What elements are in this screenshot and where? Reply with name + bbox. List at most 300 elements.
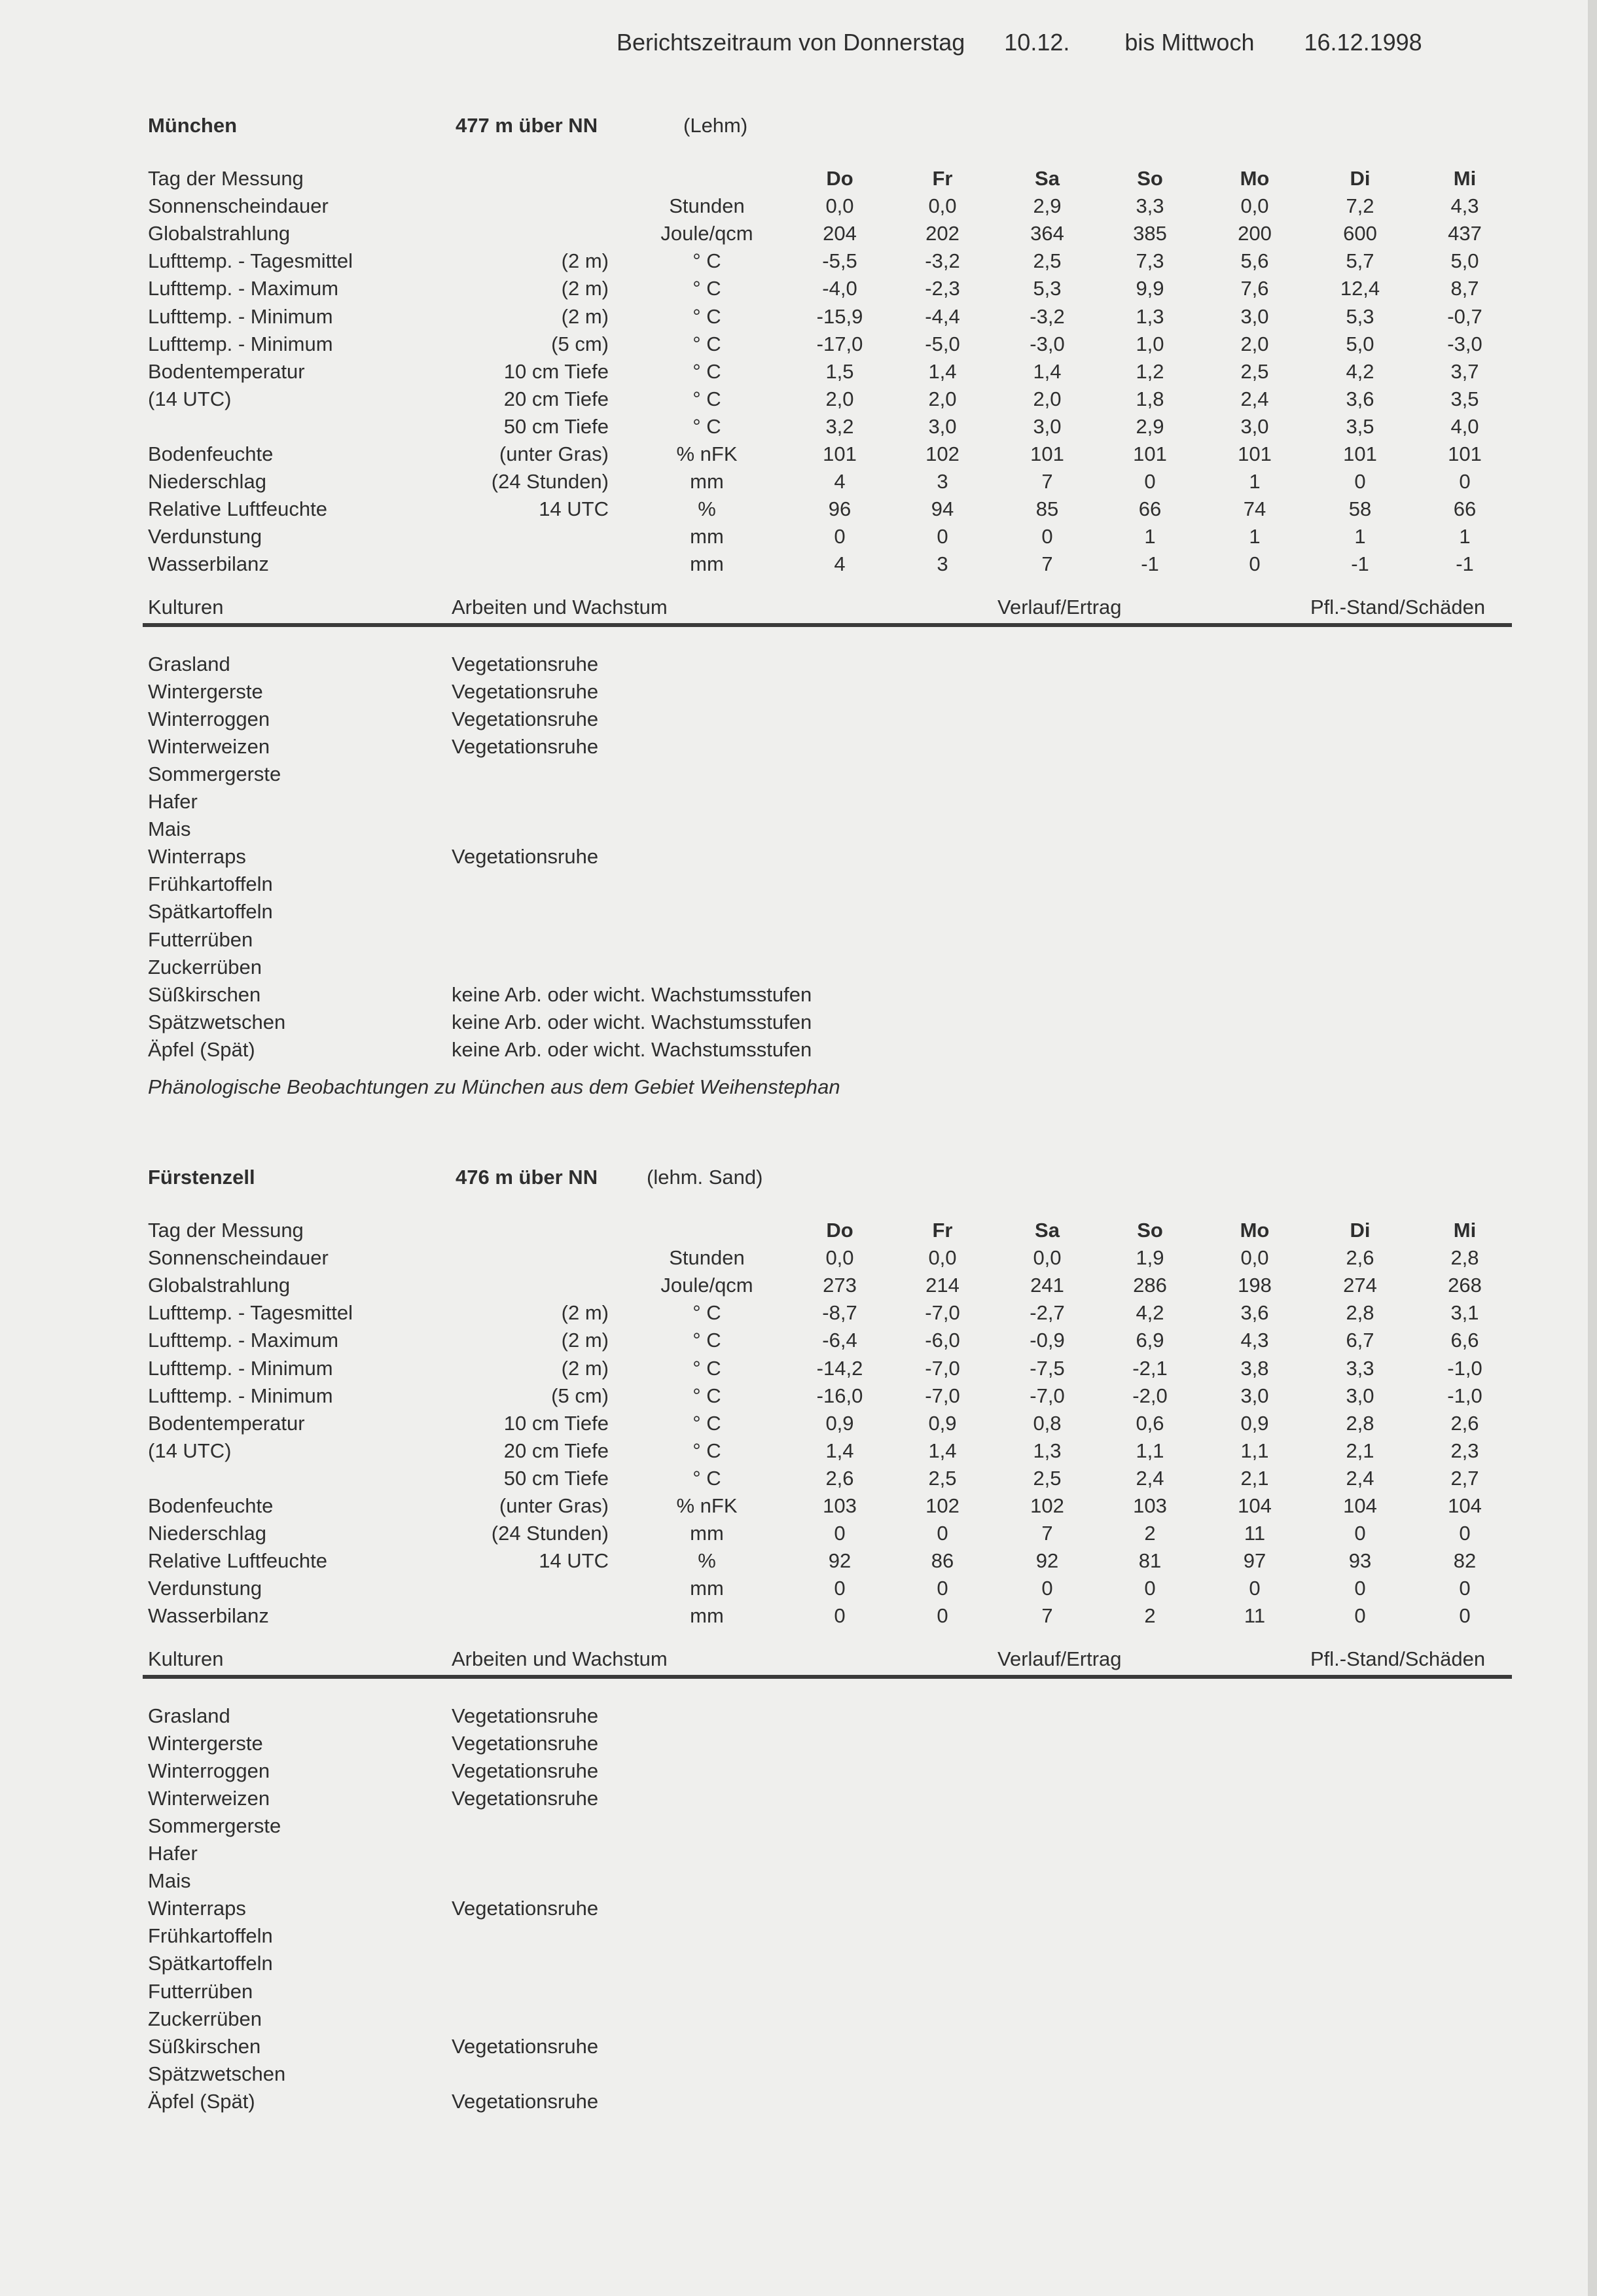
crop-work: keine Arb. oder wicht. Wachstumsstufen <box>452 1037 812 1061</box>
table-row <box>0 495 1597 523</box>
row-value: 2 <box>1144 1522 1156 1545</box>
row-unit: ° C <box>692 332 721 355</box>
crop-name: Äpfel (Spät) <box>148 1037 255 1061</box>
day-header-do: Do <box>826 167 853 190</box>
row-value: 2,5 <box>1033 249 1062 273</box>
row-value: 66 <box>1453 497 1477 521</box>
row-value: 2,8 <box>1346 1411 1374 1435</box>
row-value: 1,8 <box>1136 387 1164 410</box>
row-value: -1,0 <box>1447 1356 1482 1380</box>
crops-header-kulturen: Kulturen <box>148 595 224 619</box>
crops-header-arbeiten: Arbeiten und Wachstum <box>452 595 668 619</box>
row-value: 102 <box>925 1494 960 1517</box>
row-unit: ° C <box>692 1301 721 1325</box>
row-value: -5,5 <box>822 249 857 273</box>
table-row <box>0 1520 1597 1547</box>
row-value: 4,3 <box>1240 1329 1269 1352</box>
crop-name: Futterrüben <box>148 927 253 951</box>
crop-name: Winterroggen <box>148 1759 270 1782</box>
row-value: 2,1 <box>1346 1439 1374 1462</box>
station-section <box>0 110 1597 1131</box>
crop-name: Grasland <box>148 652 230 675</box>
crop-row <box>0 2033 1597 2060</box>
table-row <box>0 358 1597 386</box>
phenology-footnote: Phänologische Beobachtungen zu München aus dem Gebiet Weihenstephan <box>148 1075 840 1098</box>
row-label: (14 UTC) <box>148 387 232 410</box>
row-value: 0,8 <box>1033 1411 1062 1435</box>
row-value: 385 <box>1133 222 1167 245</box>
row-note: (2 m) <box>561 1301 609 1325</box>
row-value: 1,4 <box>928 359 957 383</box>
station-soil: (Lehm) <box>683 114 748 137</box>
row-value: -3,0 <box>1030 332 1065 355</box>
crop-name: Spätkartoffeln <box>148 1952 273 1975</box>
row-value: -2,0 <box>1132 1384 1168 1407</box>
row-unit: Stunden <box>669 194 745 218</box>
row-value: 0 <box>937 1577 948 1600</box>
row-value: 101 <box>1238 442 1272 465</box>
row-unit: Joule/qcm <box>660 222 753 245</box>
table-row <box>0 386 1597 413</box>
row-unit: ° C <box>692 1329 721 1352</box>
crop-name: Wintergerste <box>148 679 263 703</box>
table-row <box>0 1492 1597 1520</box>
row-value: 5,7 <box>1346 249 1374 273</box>
row-value: 5,3 <box>1346 304 1374 328</box>
row-unit: % <box>698 497 716 521</box>
row-value: 3,7 <box>1450 359 1479 383</box>
row-value: -17,0 <box>816 332 863 355</box>
crops-header-verlauf: Verlauf/Ertrag <box>997 1647 1122 1670</box>
day-header-row <box>0 165 1597 192</box>
row-value: 74 <box>1243 497 1266 521</box>
crop-name: Hafer <box>148 1842 198 1865</box>
crop-name: Süßkirschen <box>148 982 261 1006</box>
row-value: 1,5 <box>825 359 854 383</box>
row-value: 202 <box>925 222 960 245</box>
row-value: -7,5 <box>1030 1356 1065 1380</box>
crop-name: Winterraps <box>148 1897 246 1920</box>
row-value: -7,0 <box>1030 1384 1065 1407</box>
table-row <box>0 1547 1597 1575</box>
row-value: 0 <box>834 525 846 548</box>
row-value: 3,6 <box>1240 1301 1269 1325</box>
row-value: 1 <box>1249 470 1261 493</box>
row-value: 5,0 <box>1346 332 1374 355</box>
row-value: 0 <box>1459 1522 1471 1545</box>
table-row <box>0 1382 1597 1410</box>
row-value: 3,1 <box>1450 1301 1479 1325</box>
row-note: (5 cm) <box>551 1384 609 1407</box>
crop-name: Winterraps <box>148 845 246 869</box>
crop-work: Vegetationsruhe <box>452 845 599 869</box>
row-value: 1 <box>1249 525 1261 548</box>
row-value: 1,4 <box>825 1439 854 1462</box>
row-value: 437 <box>1448 222 1482 245</box>
row-label: Lufttemp. - Tagesmittel <box>148 249 353 273</box>
crop-row <box>0 733 1597 761</box>
row-value: 0 <box>1041 1577 1053 1600</box>
table-row <box>0 1299 1597 1327</box>
row-value: 2,1 <box>1240 1466 1269 1490</box>
row-value: 7 <box>1041 470 1053 493</box>
day-header-mo: Mo <box>1240 167 1270 190</box>
row-label: Wasserbilanz <box>148 552 269 576</box>
day-header-fr: Fr <box>932 1219 953 1242</box>
crop-row <box>0 1757 1597 1785</box>
row-value: 5,6 <box>1240 249 1269 273</box>
crop-work: Vegetationsruhe <box>452 1731 599 1755</box>
table-row <box>0 1602 1597 1630</box>
crop-row <box>0 2088 1597 2115</box>
day-header-fr: Fr <box>932 167 953 190</box>
row-value: 7,2 <box>1346 194 1374 218</box>
row-value: -15,9 <box>816 304 863 328</box>
row-value: 3,3 <box>1346 1356 1374 1380</box>
row-value: 600 <box>1343 222 1377 245</box>
row-value: 0 <box>1459 1577 1471 1600</box>
row-value: 1,2 <box>1136 359 1164 383</box>
row-label: Lufttemp. - Maximum <box>148 277 339 300</box>
row-label: Lufttemp. - Minimum <box>148 1384 333 1407</box>
row-value: 5,0 <box>1450 249 1479 273</box>
crop-name: Zuckerrüben <box>148 955 262 978</box>
row-value: -16,0 <box>816 1384 863 1407</box>
row-value: -1 <box>1456 552 1474 576</box>
crop-name: Zuckerrüben <box>148 2007 262 2030</box>
row-unit: ° C <box>692 1384 721 1407</box>
row-value: -4,0 <box>822 277 857 300</box>
row-value: 7 <box>1041 1604 1053 1628</box>
crop-name: Äpfel (Spät) <box>148 2089 255 2113</box>
crop-name: Hafer <box>148 790 198 813</box>
row-value: -7,0 <box>925 1384 960 1407</box>
row-value: 1,3 <box>1033 1439 1062 1462</box>
row-value: 3,2 <box>825 414 854 438</box>
crop-row <box>0 1702 1597 1730</box>
crop-name: Spätzwetschen <box>148 1010 286 1033</box>
crop-row <box>0 1978 1597 2005</box>
row-value: 11 <box>1244 1604 1266 1628</box>
row-note: (24 Stunden) <box>491 1522 609 1545</box>
crop-work: Vegetationsruhe <box>452 2089 599 2113</box>
row-value: -3,0 <box>1447 332 1482 355</box>
row-label: Bodenfeuchte <box>148 1494 274 1517</box>
crop-name: Futterrüben <box>148 1979 253 2003</box>
row-value: 2,8 <box>1450 1246 1479 1270</box>
row-value: 3,8 <box>1240 1356 1269 1380</box>
crop-row <box>0 870 1597 898</box>
measurement-day-label: Tag der Messung <box>148 167 304 190</box>
row-value: 0,0 <box>928 1246 957 1270</box>
row-note: (unter Gras) <box>499 1494 609 1517</box>
day-header-do: Do <box>826 1219 853 1242</box>
row-value: 2,5 <box>1033 1466 1062 1490</box>
crop-work: Vegetationsruhe <box>452 1759 599 1782</box>
row-value: 1,3 <box>1136 304 1164 328</box>
row-value: 1 <box>1144 525 1156 548</box>
row-unit: % nFK <box>676 442 738 465</box>
row-value: 93 <box>1348 1549 1372 1573</box>
table-row <box>0 550 1597 578</box>
row-value: 0,9 <box>825 1411 854 1435</box>
crop-work: Vegetationsruhe <box>452 1786 599 1810</box>
row-value: 58 <box>1348 497 1372 521</box>
row-value: -14,2 <box>816 1356 863 1380</box>
table-row <box>0 331 1597 358</box>
crop-name: Mais <box>148 817 191 841</box>
crop-row <box>0 981 1597 1009</box>
row-value: 3 <box>937 552 948 576</box>
row-value: 0 <box>1041 525 1053 548</box>
row-value: 0 <box>834 1522 846 1545</box>
crops-header <box>0 1645 1597 1674</box>
row-value: 0 <box>1249 1577 1261 1600</box>
row-value: 96 <box>828 497 852 521</box>
row-value: -2,3 <box>925 277 960 300</box>
crop-row <box>0 954 1597 981</box>
row-value: -5,0 <box>925 332 960 355</box>
row-unit: ° C <box>692 359 721 383</box>
row-label: Bodentemperatur <box>148 359 305 383</box>
row-label: Lufttemp. - Minimum <box>148 332 333 355</box>
row-value: 214 <box>925 1274 960 1297</box>
day-header-mi: Mi <box>1453 167 1477 190</box>
row-value: 2,6 <box>1346 1246 1374 1270</box>
row-value: 2,8 <box>1346 1301 1374 1325</box>
row-value: 11 <box>1244 1522 1266 1545</box>
row-value: 2,5 <box>928 1466 957 1490</box>
row-label: Sonnenscheindauer <box>148 1246 329 1270</box>
row-value: 104 <box>1448 1494 1482 1517</box>
row-note: (2 m) <box>561 304 609 328</box>
day-header-sa: Sa <box>1035 167 1060 190</box>
table-row <box>0 440 1597 468</box>
crops-header <box>0 593 1597 622</box>
row-label: Verdunstung <box>148 1577 262 1600</box>
crop-name: Spätzwetschen <box>148 2062 286 2085</box>
crops-header-stand: Pfl.-Stand/Schäden <box>1310 595 1486 619</box>
row-value: 0 <box>1459 470 1471 493</box>
report-period-header <box>617 29 1422 56</box>
crop-work: Vegetationsruhe <box>452 2034 599 2058</box>
crop-row <box>0 1840 1597 1867</box>
row-value: 0 <box>937 1522 948 1545</box>
row-value: -1 <box>1351 552 1369 576</box>
row-value: 81 <box>1138 1549 1162 1573</box>
crop-name: Wintergerste <box>148 1731 263 1755</box>
row-unit: % nFK <box>676 1494 738 1517</box>
row-value: 3,3 <box>1136 194 1164 218</box>
crop-work: Vegetationsruhe <box>452 1897 599 1920</box>
row-value: 1,1 <box>1136 1439 1164 1462</box>
row-unit: mm <box>690 552 724 576</box>
row-value: 1,4 <box>1033 359 1062 383</box>
row-value: 1,4 <box>928 1439 957 1462</box>
row-label: Globalstrahlung <box>148 222 291 245</box>
row-value: 0,0 <box>1240 194 1269 218</box>
crop-name: Winterroggen <box>148 707 270 730</box>
row-value: 0 <box>1354 1522 1366 1545</box>
row-value: 0 <box>1354 1577 1366 1600</box>
row-note: (unter Gras) <box>499 442 609 465</box>
table-row <box>0 247 1597 275</box>
row-unit: % <box>698 1549 716 1573</box>
table-row <box>0 220 1597 247</box>
crop-row <box>0 1009 1597 1036</box>
measurement-day-label: Tag der Messung <box>148 1219 304 1242</box>
crop-name: Frühkartoffeln <box>148 872 273 896</box>
crops-header-arbeiten: Arbeiten und Wachstum <box>452 1647 668 1670</box>
row-label: Bodenfeuchte <box>148 442 274 465</box>
crop-row <box>0 1785 1597 1812</box>
row-note: (2 m) <box>561 249 609 273</box>
row-value: -1 <box>1141 552 1159 576</box>
row-unit: ° C <box>692 1466 721 1490</box>
row-value: 3,0 <box>1346 1384 1374 1407</box>
row-value: 0,9 <box>1240 1411 1269 1435</box>
row-note: (24 Stunden) <box>491 470 609 493</box>
row-value: 0 <box>1249 552 1261 576</box>
row-value: 7,6 <box>1240 277 1269 300</box>
table-row <box>0 1272 1597 1299</box>
row-value: 101 <box>1030 442 1064 465</box>
row-note: (2 m) <box>561 277 609 300</box>
row-value: 0,0 <box>1240 1246 1269 1270</box>
row-value: 1,1 <box>1240 1439 1269 1462</box>
row-label: Globalstrahlung <box>148 1274 291 1297</box>
crop-work: Vegetationsruhe <box>452 734 599 758</box>
row-note: (2 m) <box>561 1329 609 1352</box>
station-soil: (lehm. Sand) <box>647 1166 763 1189</box>
row-value: 273 <box>823 1274 857 1297</box>
row-value: 3,0 <box>1240 414 1269 438</box>
crop-row <box>0 1895 1597 1922</box>
row-value: -3,2 <box>1030 304 1065 328</box>
row-note: 50 cm Tiefe <box>503 1466 609 1490</box>
crop-row <box>0 1950 1597 1977</box>
row-value: 2,3 <box>1450 1439 1479 1462</box>
crop-name: Sommergerste <box>148 762 281 785</box>
station-altitude: 477 m über NN <box>456 114 598 137</box>
crop-work: keine Arb. oder wicht. Wachstumsstufen <box>452 1010 812 1033</box>
row-note: (2 m) <box>561 1356 609 1380</box>
crops-header-kulturen: Kulturen <box>148 1647 224 1670</box>
crop-row <box>0 761 1597 788</box>
row-value: -1,0 <box>1447 1384 1482 1407</box>
row-label: Wasserbilanz <box>148 1604 269 1628</box>
row-value: 3,5 <box>1450 387 1479 410</box>
row-label: Relative Luftfeuchte <box>148 1549 328 1573</box>
row-value: -4,4 <box>925 304 960 328</box>
row-value: 104 <box>1343 1494 1377 1517</box>
row-value: 8,7 <box>1450 277 1479 300</box>
row-value: 97 <box>1243 1549 1266 1573</box>
row-value: 274 <box>1343 1274 1377 1297</box>
row-value: 1 <box>1459 525 1471 548</box>
row-value: 3,5 <box>1346 414 1374 438</box>
row-value: 6,9 <box>1136 1329 1164 1352</box>
row-value: 7,3 <box>1136 249 1164 273</box>
table-row <box>0 192 1597 220</box>
crop-row <box>0 706 1597 733</box>
crop-row <box>0 1730 1597 1757</box>
row-unit: Joule/qcm <box>660 1274 753 1297</box>
row-label: Bodentemperatur <box>148 1411 305 1435</box>
crop-name: Grasland <box>148 1704 230 1727</box>
crop-name: Spätkartoffeln <box>148 900 273 924</box>
row-unit: ° C <box>692 1411 721 1435</box>
row-value: 2,4 <box>1240 387 1269 410</box>
day-header-mi: Mi <box>1453 1219 1477 1242</box>
crop-row <box>0 926 1597 954</box>
row-unit: ° C <box>692 387 721 410</box>
row-value: 1,9 <box>1136 1246 1164 1270</box>
station-header <box>148 1162 1064 1193</box>
crop-row <box>0 1922 1597 1950</box>
row-value: 86 <box>931 1549 954 1573</box>
row-value: 0,6 <box>1136 1411 1164 1435</box>
row-unit: ° C <box>692 249 721 273</box>
crop-work: Vegetationsruhe <box>452 679 599 703</box>
row-value: 103 <box>823 1494 857 1517</box>
row-value: 3,0 <box>1033 414 1062 438</box>
row-value: 101 <box>1448 442 1482 465</box>
row-value: 204 <box>823 222 857 245</box>
row-note: 14 UTC <box>539 497 609 521</box>
table-row <box>0 303 1597 331</box>
crop-row <box>0 898 1597 925</box>
crops-header-stand: Pfl.-Stand/Schäden <box>1310 1647 1486 1670</box>
row-value: 0,0 <box>928 194 957 218</box>
row-value: 200 <box>1238 222 1272 245</box>
row-value: 1,0 <box>1136 332 1164 355</box>
day-header-so: So <box>1137 1219 1163 1242</box>
crop-row <box>0 651 1597 678</box>
row-note: 20 cm Tiefe <box>503 387 609 410</box>
row-value: 6,6 <box>1450 1329 1479 1352</box>
row-label: Lufttemp. - Maximum <box>148 1329 339 1352</box>
row-value: 2,9 <box>1033 194 1062 218</box>
row-value: 7 <box>1041 1522 1053 1545</box>
row-value: 4 <box>834 470 846 493</box>
row-value: 101 <box>1133 442 1167 465</box>
day-header-row <box>0 1217 1597 1244</box>
crop-name: Süßkirschen <box>148 2034 261 2058</box>
table-row <box>0 413 1597 440</box>
table-row <box>0 1244 1597 1272</box>
row-label: Sonnenscheindauer <box>148 194 329 218</box>
day-header-so: So <box>1137 167 1163 190</box>
row-value: 0 <box>834 1577 846 1600</box>
crop-row <box>0 678 1597 706</box>
row-value: 3,6 <box>1346 387 1374 410</box>
row-value: 4,2 <box>1136 1301 1164 1325</box>
row-value: 3,0 <box>928 414 957 438</box>
row-unit: ° C <box>692 304 721 328</box>
table-row <box>0 523 1597 550</box>
row-value: 85 <box>1035 497 1059 521</box>
row-label: (14 UTC) <box>148 1439 232 1462</box>
row-label: Lufttemp. - Tagesmittel <box>148 1301 353 1325</box>
date-to: 16.12.1998 <box>1304 29 1422 56</box>
row-value: -8,7 <box>822 1301 857 1325</box>
row-value: -7,0 <box>925 1301 960 1325</box>
crop-row <box>0 1036 1597 1064</box>
table-row <box>0 1355 1597 1382</box>
row-value: 0 <box>937 1604 948 1628</box>
crop-row <box>0 2060 1597 2088</box>
